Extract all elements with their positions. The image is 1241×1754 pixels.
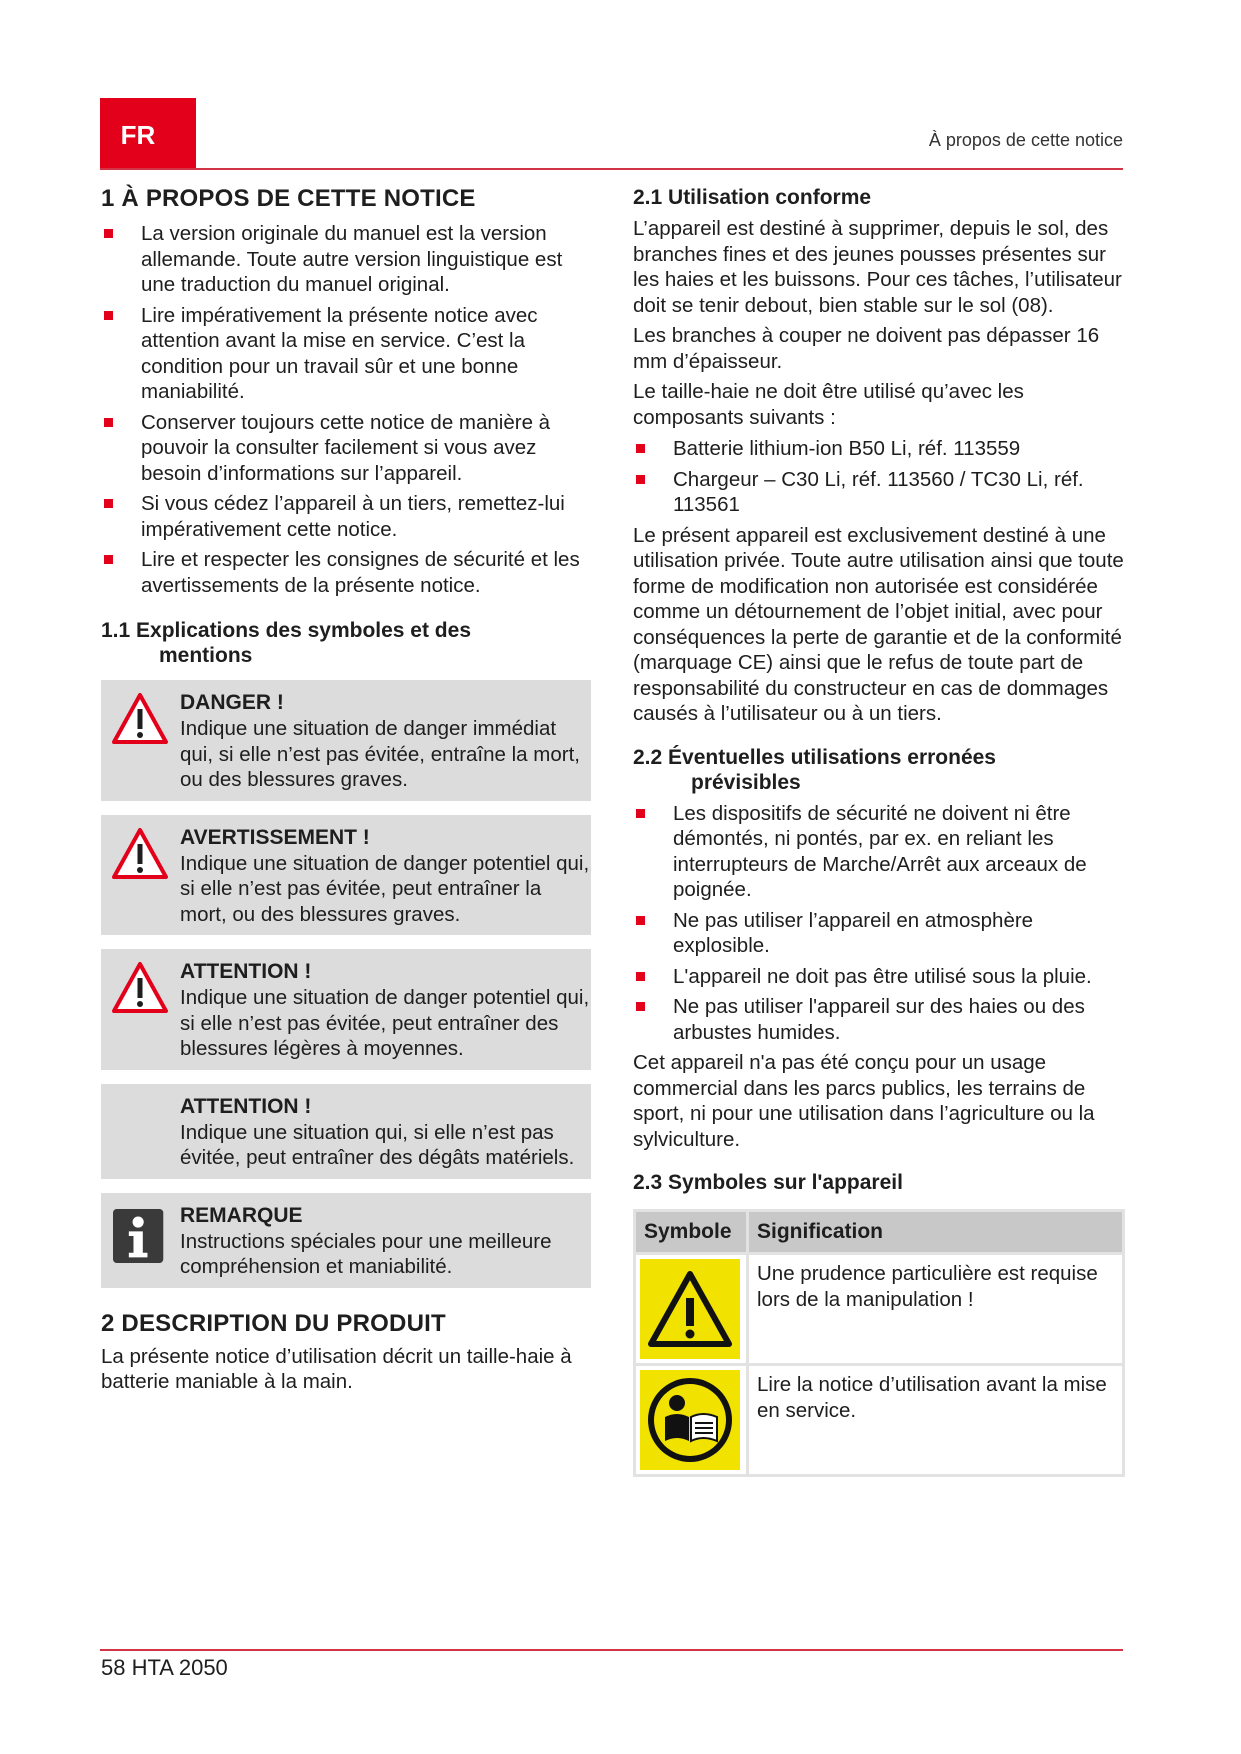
paragraph: Le présent appareil est exclusivement destiné à une utilisation privée. Toute autre utilisation ainsi que toute forme de modification non autorisée est considérée comme un détournement de l’objet initial, avec pour conséquences la perte de garantie et de la conformité (marquage CE) ainsi que le refus de toute part de responsabilité du constructeur en cas de dommages causés à l’utilisateur ou à un tiers. [633, 523, 1124, 725]
box-title: REMARQUE [180, 1203, 303, 1227]
info-icon [113, 1207, 167, 1265]
symbol-background [640, 1259, 740, 1359]
list-item: L'appareil ne doit pas être utilisé sous la pluie. [633, 964, 1128, 990]
box-title: ATTENTION ! [180, 1094, 312, 1118]
box-title: ATTENTION ! [180, 960, 312, 983]
remark-box [101, 1193, 591, 1288]
warning-box [101, 815, 591, 936]
right-column [633, 185, 1128, 1477]
list-item: Si vous cédez l’appareil à un tiers, remettez-lui impérativement cette notice. [101, 491, 591, 542]
paragraph: L’appareil est destiné à supprimer, depuis le sol, des branches fines et des jeunes pousses présentes sur les haies et les buissons. Pour ces tâches, l’utilisateur doit se tenir debout, bien stable sur le sol (08). [633, 217, 1122, 317]
bullet-square-icon [636, 444, 645, 453]
symbol-cell [635, 1365, 748, 1476]
box-text: Indique une situation qui, si elle n’est pas évitée, peut entraîner des dégâts matériels. [180, 1120, 575, 1169]
section-2-text: La présente notice d’utilisation décrit un taille-haie à batterie maniable à la main. [101, 1344, 572, 1393]
list-item: Ne pas utiliser l’appareil en atmosphère explosible. [633, 908, 1128, 959]
list-item: Ne pas utiliser l'appareil sur des haies ou des arbustes humides. [633, 994, 1128, 1045]
section-2-1-heading: 2.1 Utilisation conforme [633, 186, 872, 209]
bullet-square-icon [104, 311, 113, 320]
box-text: Indique une situation de danger immédiat qui, si elle n’est pas évitée, entraîne la mort, ou des blessures graves. [180, 717, 580, 791]
danger-box [101, 680, 591, 801]
box-title: DANGER ! [180, 691, 284, 714]
warning-triangle-icon [111, 692, 169, 746]
bullet-square-icon [104, 555, 113, 564]
section-2-heading: 2 DESCRIPTION DU PRODUIT [101, 1309, 446, 1337]
warning-triangle-icon [647, 1270, 733, 1348]
misuse-list [633, 801, 1128, 1046]
paragraph: Les branches à couper ne doivent pas dépasser 16 mm d’épaisseur. [633, 324, 1100, 373]
section-2-3-heading: 2.3 Symboles sur l'appareil [633, 1171, 903, 1194]
bullet-square-icon [636, 916, 645, 925]
signal-word-boxes [101, 680, 591, 1288]
list-item: Conserver toujours cette notice de manière à pouvoir la consulter facilement si vous avez besoin d’informations sur l’appareil. [101, 410, 591, 487]
header-rule [100, 168, 1123, 170]
box-text: Indique une situation de danger potentiel qui, si elle n’est pas évitée, peut entraîner des blessures légères à moyennes. [180, 986, 590, 1060]
column-header-meaning: Signification [748, 1211, 1124, 1254]
list-item: Lire et respecter les consignes de sécurité et les avertissements de la présente notice. [101, 547, 591, 598]
table-row [635, 1365, 1124, 1476]
list-item: Batterie lithium-ion B50 Li, réf. 113559 [633, 436, 1128, 462]
meaning-cell: Une prudence particulière est requise lors de la manipulation ! [748, 1254, 1124, 1365]
box-text: Instructions spéciales pour une meilleure compréhension et maniabilité. [180, 1229, 552, 1278]
section-1-list [101, 221, 591, 598]
box-text: Indique une situation de danger potentiel qui, si elle n’est pas évitée, peut entraîner la mort, ou des blessures graves. [180, 851, 590, 926]
bullet-square-icon [104, 418, 113, 427]
box-title: AVERTISSEMENT ! [180, 825, 370, 849]
language-tab [100, 98, 196, 168]
bullet-square-icon [636, 475, 645, 484]
warning-triangle-icon [111, 827, 169, 881]
footer-page-label: 58 HTA 2050 [101, 1655, 228, 1680]
symbol-cell [635, 1254, 748, 1365]
notice-box [101, 1084, 591, 1179]
bullet-square-icon [636, 1002, 645, 1011]
meaning-cell: Lire la notice d’utilisation avant la mise en service. [748, 1365, 1124, 1476]
table-row [635, 1254, 1124, 1365]
components-list [633, 436, 1128, 518]
list-item: Lire impérativement la présente notice avec attention avant la mise en service. C’est la condition pour un travail sûr et une bonne maniabilité. [101, 303, 591, 405]
bullet-square-icon [636, 809, 645, 818]
footer-rule [100, 1649, 1123, 1651]
column-header-symbol: Symbole [635, 1211, 748, 1254]
read-manual-icon [645, 1375, 735, 1465]
section-1-1-heading: 1.1 Explications des symboles et des mentions [101, 619, 471, 667]
caution-box [101, 949, 591, 1070]
paragraph: Cet appareil n'a pas été conçu pour un usage commercial dans les parcs publics, les terrains de sport, ni pour une utilisation dans l’agriculture ou la sylviculture. [633, 1051, 1095, 1151]
symbol-background [640, 1370, 740, 1470]
table-header-row [635, 1211, 1124, 1254]
list-item: La version originale du manuel est la version allemande. Toute autre version linguistique est une traduction du manuel original. [101, 221, 591, 298]
list-item: Les dispositifs de sécurité ne doivent ni être démontés, ni pontés, par ex. en reliant les interrupteurs de Marche/Arrêt aux arceaux de poignée. [633, 801, 1128, 903]
bullet-square-icon [104, 229, 113, 238]
left-column [101, 185, 591, 1395]
language-label: FR [120, 120, 156, 150]
section-1-heading: 1 À PROPOS DE CETTE NOTICE [101, 185, 476, 212]
paragraph: Le taille-haie ne doit être utilisé qu’avec les composants suivants : [633, 380, 1024, 429]
section-2-2-heading: 2.2 Éventuelles utilisations erronées prévisibles [633, 745, 996, 794]
header-title: À propos de cette notice [928, 130, 1123, 150]
bullet-square-icon [104, 499, 113, 508]
list-item: Chargeur – C30 Li, réf. 113560 / TC30 Li, réf. 113561 [633, 467, 1128, 518]
symbols-table [633, 1209, 1125, 1477]
warning-triangle-icon [111, 961, 169, 1015]
bullet-square-icon [636, 972, 645, 981]
